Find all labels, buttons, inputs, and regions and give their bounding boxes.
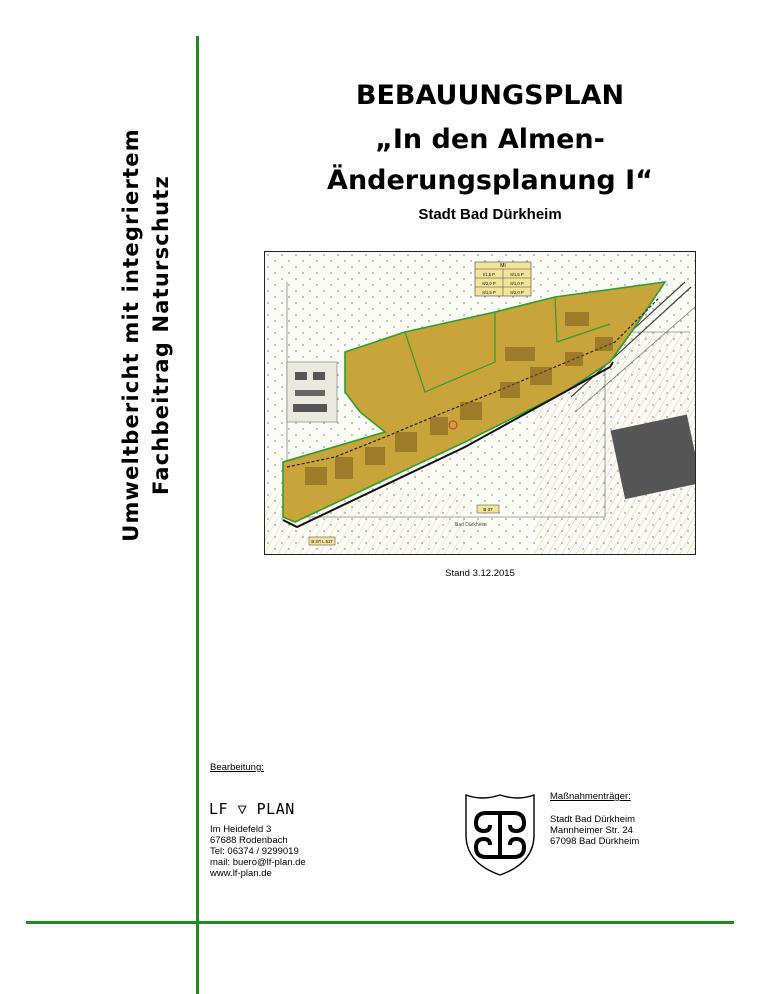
title-subtitle: Stadt Bad Dürkheim: [418, 206, 562, 223]
address-line: www.lf-plan.de: [210, 868, 272, 879]
address-line: Tel: 06374 / 9299019: [210, 846, 299, 857]
legend-cell: II/1,5 P: [510, 272, 524, 277]
title-line-3: Änderungsplanung I“: [327, 165, 653, 196]
legend-cell: I/1,5 P: [482, 272, 496, 277]
green-vertical-rule: [196, 36, 199, 994]
address-line: Mannheimer Str. 24: [550, 825, 633, 836]
address-line: 67688 Rodenbach: [210, 835, 288, 846]
bearbeitung-label: Bearbeitung:: [210, 762, 264, 773]
side-title-line-1: Umweltbericht mit integriertem: [119, 128, 143, 542]
bearbeitung-address: [210, 824, 306, 879]
city-crest-icon: [462, 791, 538, 877]
legend-cell: II/2,0 P: [482, 281, 496, 286]
address-line: 67098 Bad Dürkheim: [550, 836, 640, 847]
legend-cell: II/1,5 P: [482, 290, 496, 295]
title-line-2: „In den Almen-: [375, 124, 605, 155]
lf-plan-logo: LF ▽ PLAN: [209, 800, 295, 818]
legend-cell: II/2,0 P: [510, 290, 524, 295]
side-title-line-2: Fachbeitrag Naturschutz: [149, 175, 173, 495]
map-place-label: Bad Dürkheim: [455, 522, 487, 528]
address-line: mail: buero@lf-plan.de: [210, 857, 306, 868]
map-road-label: B 37: [483, 507, 493, 512]
site-plan-map: [264, 251, 696, 555]
address-line: Stadt Bad Dürkheim: [550, 814, 636, 825]
document-title: BEBAUUNGSPLAN: [355, 80, 625, 111]
legend-cell: II/1,0 P: [510, 281, 524, 286]
legend-header: MI: [500, 263, 506, 269]
green-horizontal-rule: [26, 921, 734, 924]
side-title: [116, 128, 176, 542]
massnahmentraeger-address: [550, 814, 639, 847]
address-line: Im Heidefeld 3: [210, 824, 272, 835]
map-corner-label: B 37/ L 517: [311, 539, 333, 544]
massnahmentraeger-label: Maßnahmenträger:: [550, 791, 631, 802]
status-date: Stand 3.12.2015: [445, 568, 515, 579]
